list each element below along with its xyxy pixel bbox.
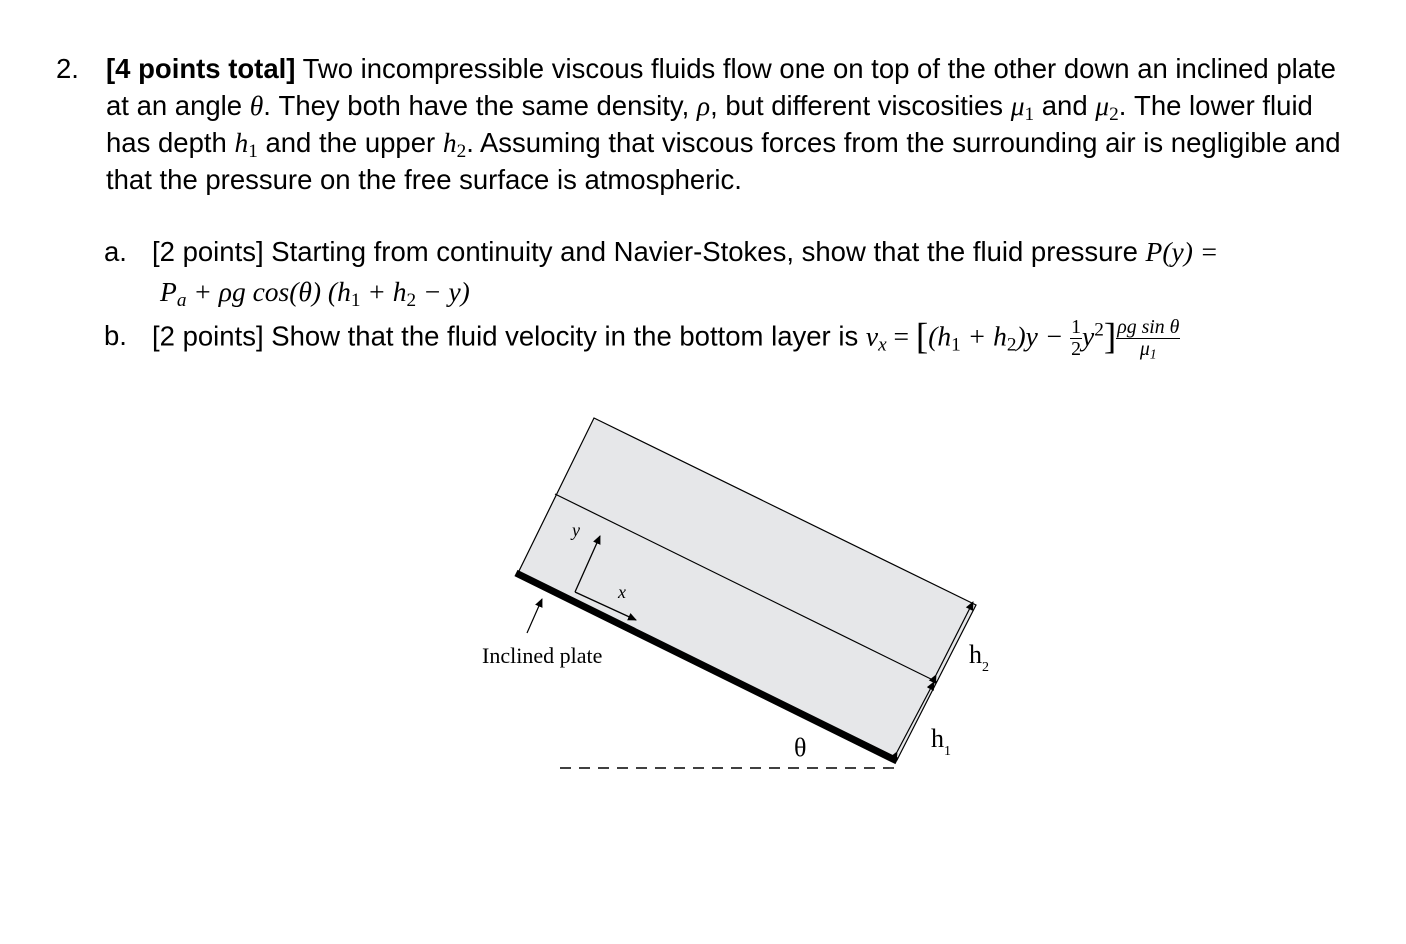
subscript: 1 bbox=[248, 140, 258, 162]
h1-label bbox=[931, 724, 951, 759]
inclined-plate-diagram bbox=[460, 405, 1020, 785]
subscript: 1 bbox=[350, 289, 361, 311]
h2-label bbox=[969, 640, 989, 675]
plate-pointer-arrow bbox=[527, 599, 542, 633]
part-b-label: b. bbox=[104, 320, 127, 351]
subscript: 2 bbox=[456, 140, 467, 162]
vx-symbol: v bbox=[865, 320, 879, 352]
points-total: [4 points total] bbox=[106, 53, 296, 84]
plate-label: Inclined plate bbox=[482, 643, 603, 668]
mu-symbol: μ bbox=[1139, 337, 1150, 360]
part-a-text bbox=[152, 233, 1322, 270]
problem-body bbox=[106, 50, 1356, 198]
problem-text: , but different viscosities bbox=[710, 90, 1011, 121]
part-b-prompt: [2 points] Show that the fluid velocity in the bottom layer is bbox=[152, 320, 866, 352]
equation-term: + ρg cos(θ) (h bbox=[186, 276, 351, 307]
problem-text: . The lower fluid has depth bbox=[106, 90, 1313, 158]
rho-symbol: ρ bbox=[696, 90, 711, 121]
h-symbol: h bbox=[442, 127, 457, 158]
theta-label: θ bbox=[794, 733, 807, 762]
mu-symbol: μ bbox=[1095, 90, 1110, 121]
subscript: 2 bbox=[1109, 103, 1119, 125]
problem-text: and the upper bbox=[257, 127, 443, 158]
equation-term: + h bbox=[960, 320, 1007, 352]
subscript: x bbox=[878, 334, 887, 356]
superscript: 2 bbox=[1094, 319, 1104, 341]
half-numerator: 1 bbox=[1071, 316, 1082, 338]
part-a-label: a. bbox=[104, 236, 127, 267]
h2-letter: h bbox=[969, 640, 982, 669]
open-bracket: [ bbox=[915, 316, 929, 358]
fraction-denominator bbox=[1116, 339, 1180, 360]
problem-number: 2. bbox=[56, 53, 79, 84]
problem-text: Two incompressible viscous fluids flow one on top of the other down an inclined plate at an angle bbox=[106, 53, 1336, 121]
diagram-svg bbox=[460, 405, 1020, 785]
h-symbol: h bbox=[234, 127, 249, 158]
part-a-prompt: [2 points] Starting from continuity and Navier-Stokes, show that the fluid pressure bbox=[152, 236, 1146, 267]
fraction-numerator: ρg sin θ bbox=[1117, 316, 1180, 338]
x-axis-label: x bbox=[618, 582, 626, 602]
half-fraction bbox=[1070, 317, 1082, 360]
pressure-expression: P(y) = bbox=[1145, 236, 1219, 267]
h2-subscript: 2 bbox=[982, 660, 989, 675]
close-bracket: ] bbox=[1103, 316, 1117, 358]
half-denominator: 2 bbox=[1071, 337, 1082, 360]
h1-subscript: 1 bbox=[944, 744, 951, 759]
theta-symbol: θ bbox=[249, 90, 264, 121]
pressure-equation bbox=[160, 273, 470, 310]
subscript: a bbox=[176, 289, 187, 311]
equation-term: − y) bbox=[416, 276, 470, 307]
subscript: 1 bbox=[951, 334, 961, 356]
equals-sign: = bbox=[886, 320, 916, 352]
part-b bbox=[104, 313, 1334, 373]
subscript: 2 bbox=[1006, 334, 1017, 356]
problem-text: . Assuming that viscous forces from the surrounding air is negligible and that the pressure on the free surface is atmospheric. bbox=[106, 127, 1341, 195]
subscript: 2 bbox=[406, 289, 417, 311]
equation-term: + h bbox=[360, 276, 407, 307]
mu-symbol: μ bbox=[1010, 90, 1025, 121]
subscript: 1 bbox=[1024, 103, 1035, 125]
equation-term: (h bbox=[928, 320, 952, 352]
problem-text: and bbox=[1034, 90, 1096, 121]
y-axis-label: y bbox=[572, 520, 580, 540]
equation-term: )y − bbox=[1016, 320, 1071, 352]
subscript: 1 bbox=[1149, 346, 1157, 362]
y-symbol: y bbox=[1082, 320, 1095, 352]
pa-symbol: P bbox=[160, 276, 177, 307]
h1-letter: h bbox=[931, 724, 944, 753]
problem-text: . They both have the same density, bbox=[263, 90, 697, 121]
part-b-text bbox=[152, 317, 1180, 360]
velocity-fraction bbox=[1116, 317, 1180, 360]
